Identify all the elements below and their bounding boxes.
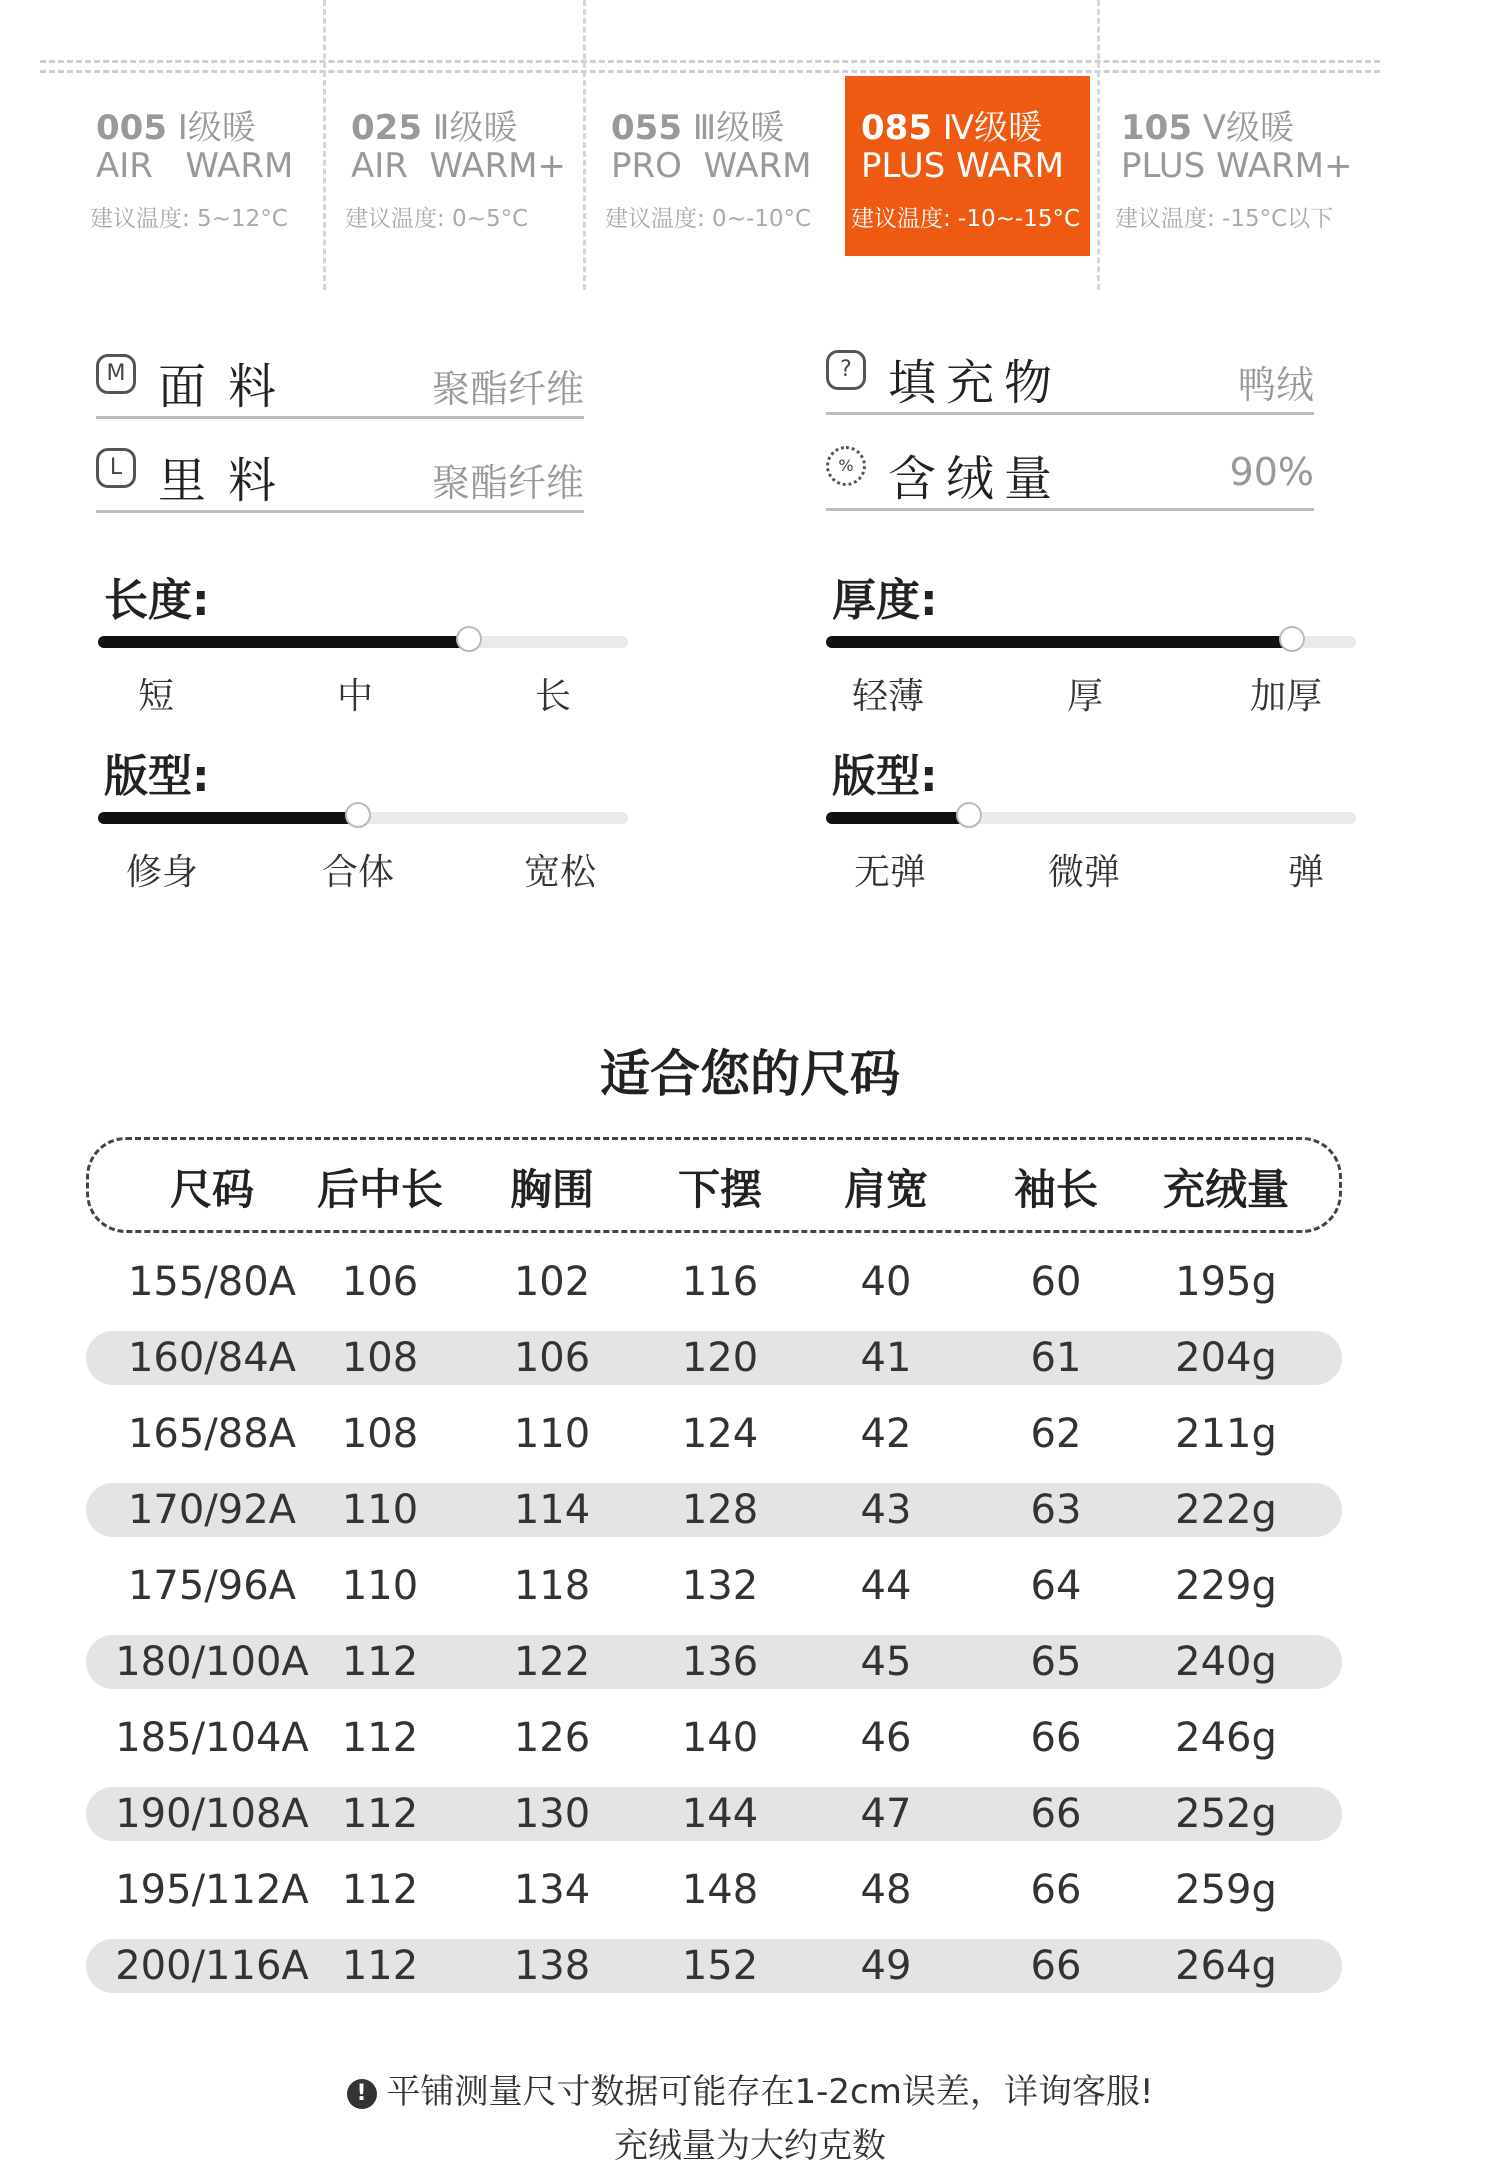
exclamation-icon: ! xyxy=(347,2079,377,2109)
level-name: AIR WARM xyxy=(96,146,294,186)
warmth-level-strip xyxy=(40,0,1460,300)
table-cell: 66 xyxy=(1030,1943,1082,1989)
table-row xyxy=(86,1483,1342,1537)
table-cell: 155/80A xyxy=(127,1259,297,1305)
scale-track xyxy=(826,812,1356,824)
divider xyxy=(323,0,326,290)
scale-fill xyxy=(826,812,969,824)
table-cell: 160/84A xyxy=(127,1335,297,1381)
table-row xyxy=(86,1635,1342,1689)
scale-fill xyxy=(98,812,358,824)
scale-tick: 微弹 xyxy=(1047,852,1121,893)
level-grade: Ⅴ级暖 xyxy=(1202,108,1295,148)
divider xyxy=(583,0,586,290)
table-cell: 175/96A xyxy=(127,1563,297,1609)
scale-title: 厚度: xyxy=(832,575,938,626)
material-fabric xyxy=(96,344,584,419)
column-header: 肩宽 xyxy=(843,1165,929,1214)
material-label: 里料 xyxy=(158,453,299,509)
table-cell: 246g xyxy=(1175,1715,1277,1761)
scale-title: 长度: xyxy=(104,575,210,626)
table-cell: 180/100A xyxy=(115,1639,309,1685)
table-cell: 106 xyxy=(513,1335,591,1381)
level-005 xyxy=(80,76,320,256)
table-cell: 62 xyxy=(1030,1411,1082,1457)
column-header: 尺码 xyxy=(169,1165,255,1214)
lining-l-icon: L xyxy=(96,448,136,488)
table-cell: 41 xyxy=(860,1335,912,1381)
level-name: PLUS WARM xyxy=(861,146,1065,186)
table-cell: 42 xyxy=(860,1411,912,1457)
scale-knob xyxy=(956,802,982,828)
table-cell: 118 xyxy=(513,1563,591,1609)
table-cell: 116 xyxy=(681,1259,759,1305)
table-cell: 44 xyxy=(860,1563,912,1609)
table-cell: 66 xyxy=(1030,1715,1082,1761)
table-cell: 240g xyxy=(1175,1639,1277,1685)
level-085-selected xyxy=(845,76,1090,256)
table-cell: 200/116A xyxy=(115,1943,309,1989)
level-temp: 建议温度: 5~12°C xyxy=(90,206,288,232)
material-label: 面料 xyxy=(158,359,299,415)
table-row xyxy=(86,1559,1342,1613)
table-cell: 47 xyxy=(860,1791,912,1837)
scale-title: 版型: xyxy=(104,751,210,802)
table-cell: 185/104A xyxy=(115,1715,309,1761)
thickness-scale xyxy=(826,564,1356,717)
table-cell: 46 xyxy=(860,1715,912,1761)
scale-track xyxy=(826,636,1356,648)
table-cell: 195/112A xyxy=(115,1867,309,1913)
divider xyxy=(40,70,1380,73)
scale-tick: 无弹 xyxy=(853,852,927,893)
scale-tick: 宽松 xyxy=(523,852,597,893)
divider xyxy=(1097,0,1100,290)
level-name: AIR WARM+ xyxy=(351,146,566,186)
note-text: 平铺测量尺寸数据可能存在1-2cm误差，详询客服! xyxy=(386,2072,1154,2112)
material-down-content xyxy=(826,436,1314,511)
table-cell: 204g xyxy=(1175,1335,1277,1381)
table-cell: 66 xyxy=(1030,1791,1082,1837)
column-header: 充绒量 xyxy=(1162,1165,1290,1214)
level-temp: 建议温度: -15°C以下 xyxy=(1115,206,1334,232)
table-cell: 136 xyxy=(681,1639,759,1685)
table-cell: 170/92A xyxy=(127,1487,297,1533)
table-cell: 45 xyxy=(860,1639,912,1685)
material-lining xyxy=(96,438,584,513)
scale-knob xyxy=(456,626,482,652)
scale-track xyxy=(98,812,628,824)
table-cell: 66 xyxy=(1030,1867,1082,1913)
divider xyxy=(40,60,1380,63)
down-weight-note: 充绒量为大约克数 xyxy=(614,2126,886,2166)
table-cell: 122 xyxy=(513,1639,591,1685)
filling-question-icon: ? xyxy=(826,350,866,390)
level-code: 085 xyxy=(861,108,932,148)
table-cell: 132 xyxy=(681,1563,759,1609)
size-table-title: 适合您的尺码 xyxy=(600,1045,900,1103)
table-cell: 130 xyxy=(513,1791,591,1837)
table-row xyxy=(86,1331,1342,1385)
material-value: 聚酯纤维 xyxy=(431,461,584,505)
table-row xyxy=(86,1407,1342,1461)
stretch-scale xyxy=(826,740,1356,893)
table-cell: 144 xyxy=(681,1791,759,1837)
level-name: PRO WARM xyxy=(611,146,812,186)
scale-tick: 合体 xyxy=(321,852,395,893)
fabric-m-icon: M xyxy=(96,354,136,394)
table-cell: 165/88A xyxy=(127,1411,297,1457)
table-cell: 134 xyxy=(513,1867,591,1913)
level-code: 105 xyxy=(1121,108,1192,148)
percent-icon: % xyxy=(826,446,866,486)
table-row xyxy=(86,1711,1342,1765)
level-105 xyxy=(1105,76,1353,256)
table-cell: 64 xyxy=(1030,1563,1082,1609)
level-grade: Ⅱ级暖 xyxy=(432,108,518,148)
table-cell: 106 xyxy=(341,1259,419,1305)
material-value: 90% xyxy=(1229,450,1314,494)
material-label: 填充物 xyxy=(888,355,1063,411)
level-025 xyxy=(335,76,575,256)
column-header: 后中长 xyxy=(316,1165,444,1214)
table-cell: 110 xyxy=(341,1487,419,1533)
measurement-note xyxy=(0,2064,1500,2113)
table-cell: 128 xyxy=(681,1487,759,1533)
table-cell: 48 xyxy=(860,1867,912,1913)
scale-fill xyxy=(826,636,1292,648)
table-cell: 112 xyxy=(341,1639,419,1685)
table-cell: 112 xyxy=(341,1943,419,1989)
table-cell: 110 xyxy=(341,1563,419,1609)
table-cell: 140 xyxy=(681,1715,759,1761)
material-value: 聚酯纤维 xyxy=(431,367,584,411)
table-cell: 110 xyxy=(513,1411,591,1457)
table-cell: 229g xyxy=(1175,1563,1277,1609)
scale-fill xyxy=(98,636,469,648)
level-grade: Ⅰ级暖 xyxy=(177,108,256,148)
material-label: 含绒量 xyxy=(888,451,1063,507)
level-temp: 建议温度: -10~-15°C xyxy=(851,206,1081,232)
table-cell: 190/108A xyxy=(115,1791,309,1837)
table-cell: 114 xyxy=(513,1487,591,1533)
scale-title: 版型: xyxy=(832,751,938,802)
column-header: 下摆 xyxy=(677,1165,763,1214)
level-055 xyxy=(595,76,835,256)
table-row xyxy=(86,1939,1342,1993)
level-grade: Ⅲ级暖 xyxy=(692,108,785,148)
level-temp: 建议温度: 0~-10°C xyxy=(605,206,812,232)
level-code: 005 xyxy=(96,108,167,148)
table-row xyxy=(86,1787,1342,1841)
level-name: PLUS WARM+ xyxy=(1121,146,1353,186)
table-row xyxy=(86,1863,1342,1917)
table-cell: 112 xyxy=(341,1867,419,1913)
table-cell: 49 xyxy=(860,1943,912,1989)
table-cell: 120 xyxy=(681,1335,759,1381)
table-cell: 65 xyxy=(1030,1639,1082,1685)
table-cell: 222g xyxy=(1175,1487,1277,1533)
table-cell: 63 xyxy=(1030,1487,1082,1533)
level-code: 025 xyxy=(351,108,422,148)
table-cell: 152 xyxy=(681,1943,759,1989)
length-scale xyxy=(98,564,628,717)
table-cell: 126 xyxy=(513,1715,591,1761)
table-cell: 195g xyxy=(1175,1259,1277,1305)
table-cell: 148 xyxy=(681,1867,759,1913)
scale-knob xyxy=(345,802,371,828)
table-cell: 138 xyxy=(513,1943,591,1989)
scale-track xyxy=(98,636,628,648)
scale-tick: 短 xyxy=(137,676,175,717)
level-grade: Ⅳ级暖 xyxy=(942,108,1043,148)
table-cell: 40 xyxy=(860,1259,912,1305)
scale-tick: 弹 xyxy=(1287,852,1325,893)
table-cell: 102 xyxy=(513,1259,591,1305)
level-temp: 建议温度: 0~5°C xyxy=(345,206,529,232)
table-cell: 124 xyxy=(681,1411,759,1457)
material-filling xyxy=(826,340,1314,415)
table-cell: 264g xyxy=(1175,1943,1277,1989)
column-header: 胸围 xyxy=(509,1165,595,1214)
table-cell: 108 xyxy=(341,1335,419,1381)
scale-tick: 轻薄 xyxy=(851,676,925,717)
table-cell: 112 xyxy=(341,1791,419,1837)
table-cell: 43 xyxy=(860,1487,912,1533)
table-cell: 211g xyxy=(1175,1411,1277,1457)
table-cell: 108 xyxy=(341,1411,419,1457)
scale-tick: 长 xyxy=(534,676,572,717)
table-cell: 60 xyxy=(1030,1259,1082,1305)
scale-tick: 修身 xyxy=(125,852,199,893)
table-row xyxy=(86,1255,1342,1309)
table-cell: 259g xyxy=(1175,1867,1277,1913)
material-value: 鸭绒 xyxy=(1237,363,1314,407)
level-code: 055 xyxy=(611,108,682,148)
scale-tick: 厚 xyxy=(1066,676,1104,717)
scale-knob xyxy=(1279,626,1305,652)
fit-scale xyxy=(98,740,628,893)
column-header: 袖长 xyxy=(1013,1165,1099,1214)
scale-tick: 加厚 xyxy=(1249,676,1323,717)
table-cell: 61 xyxy=(1030,1335,1082,1381)
table-cell: 112 xyxy=(341,1715,419,1761)
table-cell: 252g xyxy=(1175,1791,1277,1837)
scale-tick: 中 xyxy=(336,676,374,717)
